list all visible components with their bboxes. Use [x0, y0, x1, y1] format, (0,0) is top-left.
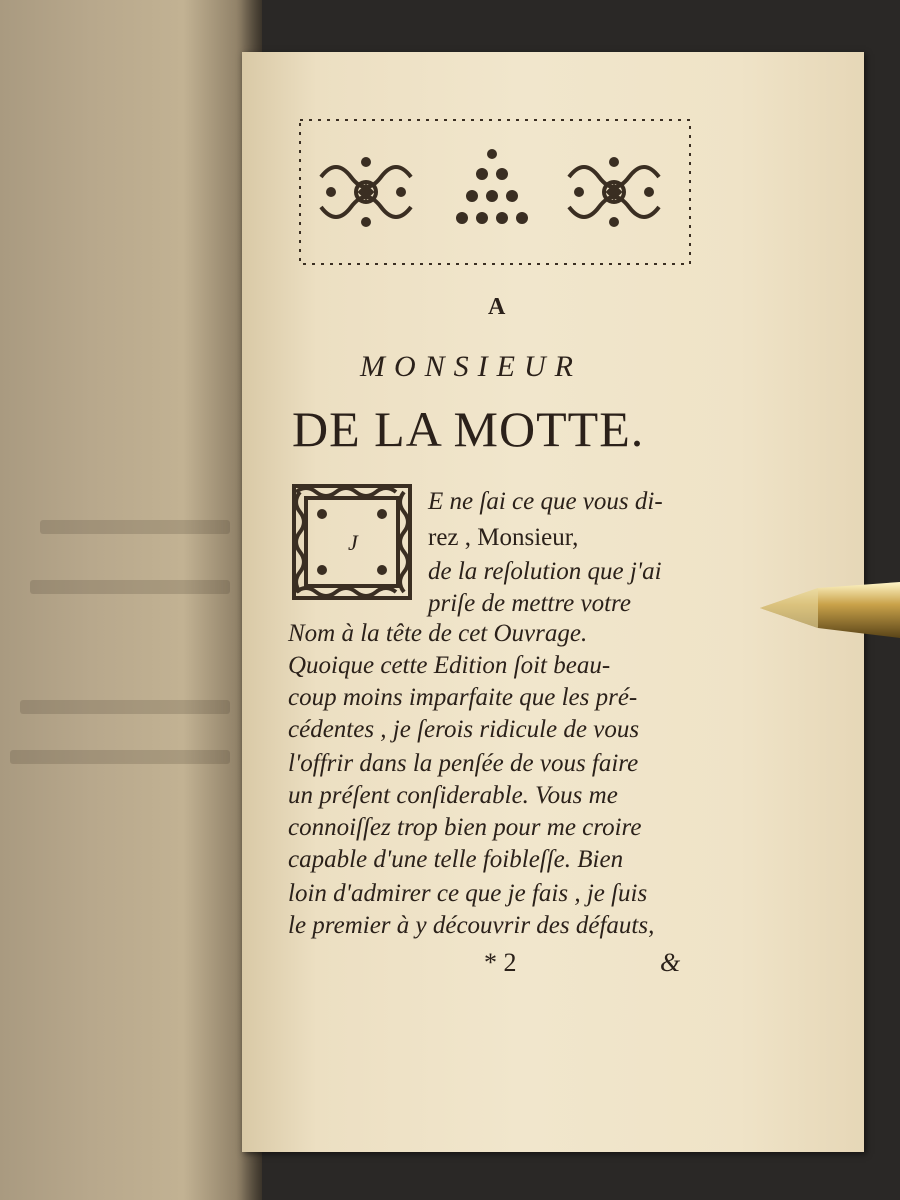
text-line: priſe de mettre votre [428, 590, 631, 617]
heading-monsieur: MONSIEUR [360, 350, 582, 383]
text-line: l'offrir dans la penſée de vous faire [288, 750, 639, 777]
text-line: de la reſolution que j'ai [428, 558, 662, 585]
text-line: loin d'admirer ce que je fais , je ſuis [288, 880, 648, 907]
catchword: & [660, 948, 681, 977]
text-line: E ne ſai ce que vous di- [428, 488, 663, 515]
text-line: un préſent conſiderable. Vous me [288, 782, 618, 809]
text-line: Nom à la tête de cet Ouvrage. [288, 620, 588, 647]
initial-letter: J [348, 530, 358, 555]
text-line: capable d'une telle foibleſſe. Bien [288, 846, 624, 873]
text-line: coup moins imparfaite que les pré- [288, 684, 638, 711]
heading-a: A [488, 294, 506, 320]
text-line: Quoique cette Edition ſoit beau- [288, 652, 611, 679]
ornamental-headpiece [296, 116, 694, 268]
text-line: rez , Monsieur, [428, 524, 579, 551]
pen-pointer [758, 578, 900, 642]
heading-de-la-motte: DE LA MOTTE. [292, 401, 645, 457]
left-page-bleedthrough [0, 0, 262, 1200]
text-line: le premier à y découvrir des défauts, [288, 912, 655, 939]
text-line: connoiſſez trop bien pour me croire [288, 814, 642, 841]
signature-mark: * 2 [484, 948, 517, 977]
text-line: cédentes , je ſerois ridicule de vous [288, 716, 640, 743]
